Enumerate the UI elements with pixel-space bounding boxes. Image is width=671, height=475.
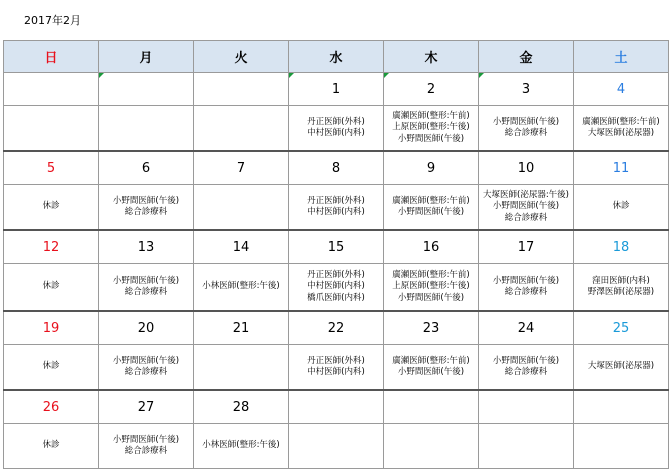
- day-number-cell: 24: [479, 311, 574, 345]
- schedule-line: 小野間医師(午後): [397, 133, 465, 144]
- week-date-row: [4, 390, 669, 424]
- day-schedule-cell: [194, 264, 289, 312]
- schedule-line: 上原医師(整形:午後): [392, 281, 470, 292]
- schedule-line: 中村医師(内科): [307, 207, 365, 217]
- schedule-line: 中村医師(内科): [307, 128, 365, 138]
- day-schedule-cell: [289, 424, 384, 469]
- day-schedule-cell: [194, 345, 289, 391]
- day-schedule-cell: [479, 345, 574, 391]
- day-schedule-cell: [99, 185, 194, 231]
- schedule-line: 休診: [612, 201, 630, 212]
- schedule-line: 総合診療科: [504, 367, 548, 377]
- day-schedule-cell: [99, 264, 194, 312]
- schedule-line: 休診: [42, 361, 60, 372]
- schedule-line: 廣瀬医師(整形:午前): [392, 110, 470, 121]
- day-number-cell: 25: [574, 311, 669, 345]
- weekday-sun: 日: [4, 41, 99, 73]
- day-number-cell: 2: [384, 73, 479, 106]
- schedule-line: 野澤医師(泌尿器): [587, 287, 655, 297]
- day-number-cell: 11: [574, 151, 669, 185]
- schedule-line: 小野間医師(午後): [397, 207, 465, 217]
- schedule-line: 中村医師(内科): [307, 281, 365, 292]
- week-schedule-row: [4, 185, 669, 231]
- schedule-line: 廣瀬医師(整形:午前): [392, 269, 470, 280]
- day-schedule-cell: [289, 185, 384, 231]
- schedule-line: 総合診療科: [504, 287, 548, 297]
- weekday-mon: 月: [99, 41, 194, 73]
- day-number-cell: 18: [574, 230, 669, 264]
- day-number-cell: 13: [99, 230, 194, 264]
- day-number-cell: 3: [479, 73, 574, 106]
- day-number-cell: [574, 390, 669, 424]
- schedule-line: 小野間医師(午後): [492, 355, 560, 366]
- weekday-sat: 土: [574, 41, 669, 73]
- day-schedule-cell: [479, 424, 574, 469]
- day-schedule-cell: [99, 424, 194, 469]
- day-number-cell: 17: [479, 230, 574, 264]
- schedule-line: 小野間医師(午後): [492, 201, 560, 212]
- day-number-cell: [194, 73, 289, 106]
- day-schedule-cell: [99, 345, 194, 391]
- schedule-line: 丹正医師(外科): [307, 116, 365, 127]
- week-schedule-row: [4, 264, 669, 312]
- schedule-line: 中村医師(内科): [307, 367, 365, 377]
- day-number-cell: 22: [289, 311, 384, 345]
- day-schedule-cell: [4, 424, 99, 469]
- day-schedule-cell: [194, 106, 289, 152]
- schedule-line: 小野間医師(午後): [112, 434, 180, 445]
- day-number-cell: 16: [384, 230, 479, 264]
- day-schedule-cell: [289, 106, 384, 152]
- schedule-line: 小林医師(整形:午後): [202, 281, 280, 292]
- day-number-cell: 12: [4, 230, 99, 264]
- day-schedule-cell: [574, 185, 669, 231]
- schedule-line: 窪田医師(内科): [592, 275, 650, 286]
- day-number-cell: [99, 73, 194, 106]
- weekday-thu: 木: [384, 41, 479, 73]
- schedule-line: 小野間医師(午後): [397, 367, 465, 377]
- schedule-line: 総合診療科: [124, 367, 168, 377]
- day-schedule-cell: [289, 264, 384, 312]
- day-schedule-cell: [384, 106, 479, 152]
- week-date-row: [4, 311, 669, 345]
- schedule-line: 小野間医師(午後): [112, 195, 180, 206]
- day-schedule-cell: [4, 345, 99, 391]
- schedule-line: 小野間医師(午後): [492, 275, 560, 286]
- day-number-cell: [289, 390, 384, 424]
- page-title: 2017年2月: [24, 14, 81, 27]
- day-number-cell: 10: [479, 151, 574, 185]
- day-number-cell: 26: [4, 390, 99, 424]
- schedule-line: 廣瀬医師(整形:午前): [392, 355, 470, 366]
- day-schedule-cell: [99, 106, 194, 152]
- day-number-cell: 19: [4, 311, 99, 345]
- day-number-cell: 27: [99, 390, 194, 424]
- day-number-cell: 9: [384, 151, 479, 185]
- day-schedule-cell: [384, 185, 479, 231]
- schedule-line: 休診: [42, 440, 60, 451]
- day-schedule-cell: [479, 264, 574, 312]
- day-number-cell: [384, 390, 479, 424]
- day-schedule-cell: [4, 264, 99, 312]
- day-number-cell: 15: [289, 230, 384, 264]
- schedule-line: 小野間医師(午後): [112, 355, 180, 366]
- day-schedule-cell: [194, 424, 289, 469]
- day-number-cell: 6: [99, 151, 194, 185]
- day-number-cell: 20: [99, 311, 194, 345]
- day-schedule-cell: [479, 106, 574, 152]
- day-schedule-cell: [574, 345, 669, 391]
- schedule-line: 小林医師(整形:午後): [202, 440, 280, 451]
- week-schedule-row: [4, 424, 669, 469]
- day-number-cell: 5: [4, 151, 99, 185]
- day-schedule-cell: [384, 264, 479, 312]
- day-number-cell: [479, 390, 574, 424]
- week-date-row: [4, 230, 669, 264]
- day-number-cell: 8: [289, 151, 384, 185]
- week-schedule-row: [4, 345, 669, 391]
- day-number-cell: 21: [194, 311, 289, 345]
- day-number-cell: 7: [194, 151, 289, 185]
- day-number-cell: 14: [194, 230, 289, 264]
- schedule-line: 休診: [42, 201, 60, 212]
- schedule-line: 総合診療科: [124, 287, 168, 297]
- schedule-line: 丹正医師(外科): [307, 269, 365, 280]
- schedule-line: 小野間医師(午後): [492, 116, 560, 127]
- day-schedule-cell: [4, 185, 99, 231]
- schedule-line: 廣瀬医師(整形:午前): [392, 195, 470, 206]
- schedule-line: 廣瀬医師(整形:午前): [582, 116, 660, 127]
- week-date-row: [4, 151, 669, 185]
- day-schedule-cell: [574, 106, 669, 152]
- schedule-line: 小野間医師(午後): [397, 292, 465, 303]
- weekday-tue: 火: [194, 41, 289, 73]
- day-schedule-cell: [384, 424, 479, 469]
- schedule-line: 大塚医師(泌尿器): [587, 128, 655, 138]
- week-schedule-row: [4, 106, 669, 152]
- schedule-line: 休診: [42, 281, 60, 292]
- day-schedule-cell: [574, 264, 669, 312]
- weekday-fri: 金: [479, 41, 574, 73]
- week-date-row: [4, 73, 669, 106]
- day-schedule-cell: [289, 345, 384, 391]
- day-schedule-cell: [4, 106, 99, 152]
- schedule-line: 橋爪医師(内科): [307, 292, 365, 303]
- day-number-cell: 4: [574, 73, 669, 106]
- day-number-cell: 28: [194, 390, 289, 424]
- day-schedule-cell: [384, 345, 479, 391]
- calendar-table: [3, 40, 669, 469]
- schedule-line: 総合診療科: [124, 207, 168, 217]
- schedule-line: 総合診療科: [124, 446, 168, 456]
- day-number-cell: [4, 73, 99, 106]
- schedule-line: 丹正医師(外科): [307, 355, 365, 366]
- schedule-line: 総合診療科: [504, 128, 548, 138]
- schedule-line: 上原医師(整形:午後): [392, 122, 470, 133]
- weekday-wed: 水: [289, 41, 384, 73]
- schedule-line: 大塚医師(泌尿器:午後): [483, 189, 569, 200]
- weekday-header-row: [4, 41, 669, 73]
- schedule-line: 大塚医師(泌尿器): [587, 361, 655, 372]
- schedule-line: 総合診療科: [504, 212, 548, 223]
- day-schedule-cell: [194, 185, 289, 231]
- schedule-line: 丹正医師(外科): [307, 195, 365, 206]
- day-number-cell: 23: [384, 311, 479, 345]
- day-schedule-cell: [574, 424, 669, 469]
- day-number-cell: 1: [289, 73, 384, 106]
- day-schedule-cell: [479, 185, 574, 231]
- schedule-line: 小野間医師(午後): [112, 275, 180, 286]
